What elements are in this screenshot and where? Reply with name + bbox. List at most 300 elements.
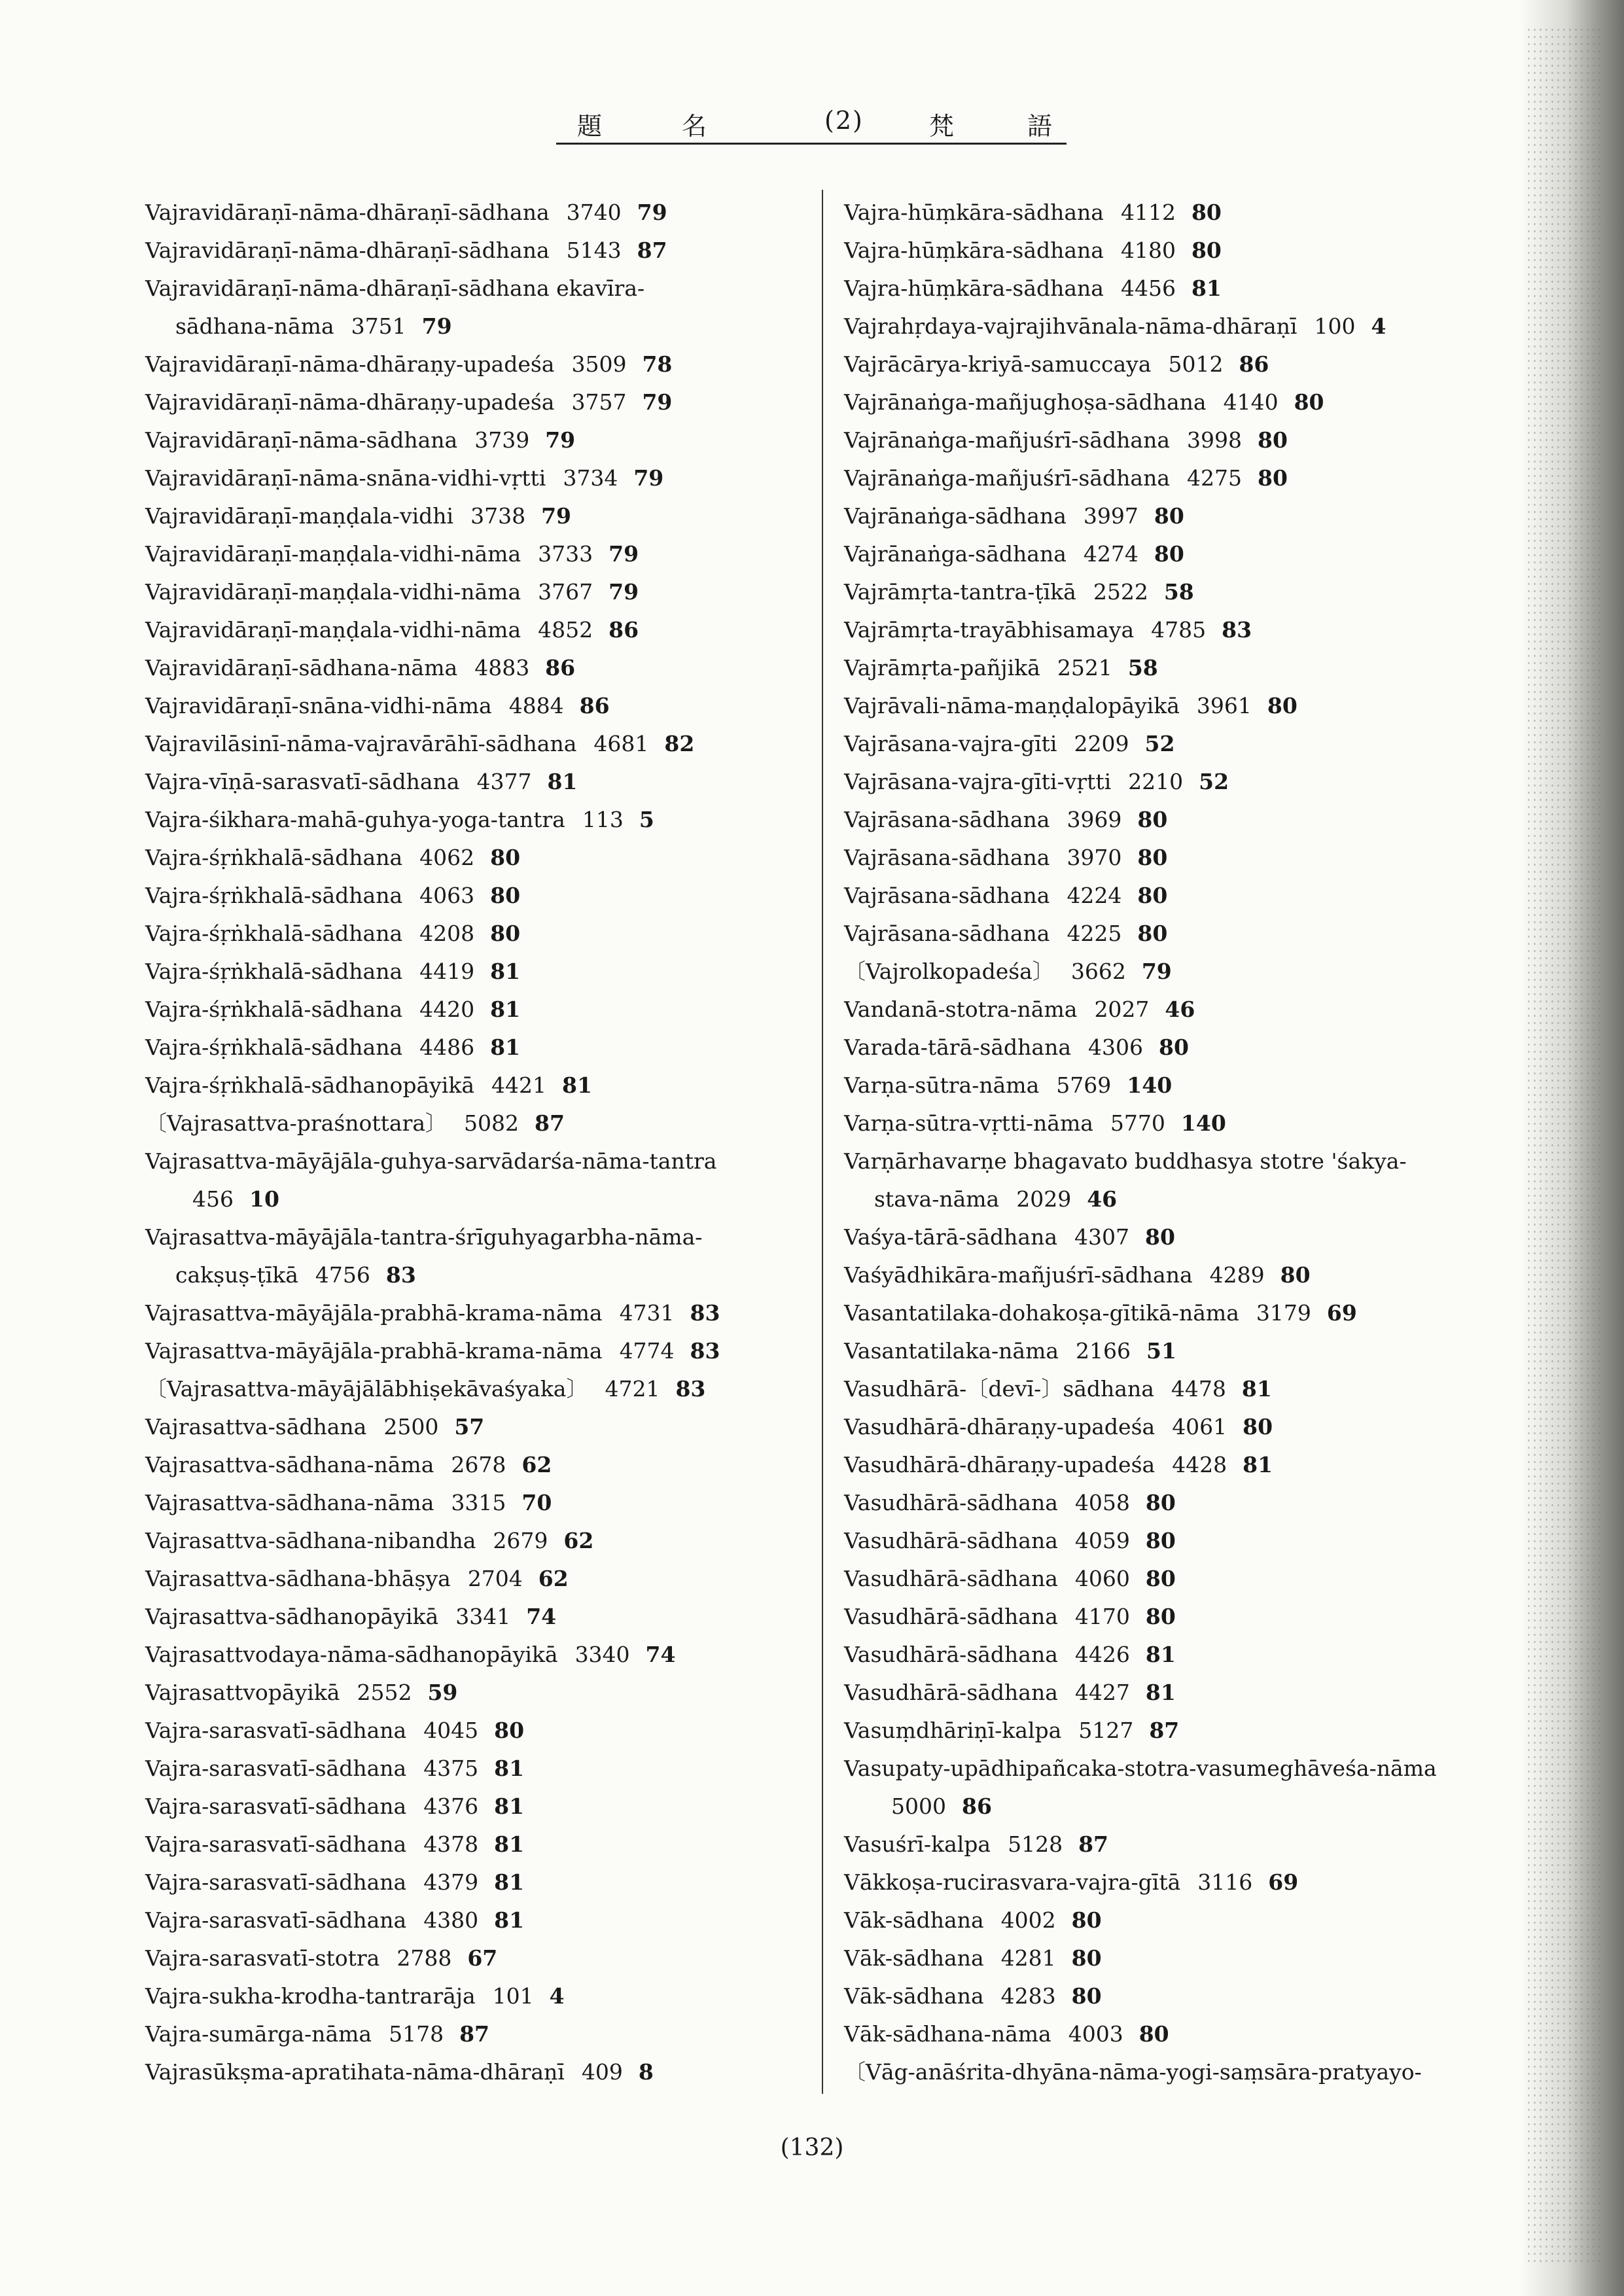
page-number: (132) [780, 2134, 844, 2161]
index-entry [844, 1712, 1492, 1750]
entry-title: Vajra-sarasvatī-sādhana [145, 1793, 407, 1819]
entry-title: Vajra-sarasvatī-stotra [145, 1945, 380, 1971]
running-header [556, 105, 1067, 145]
entry-title: Vajravidāraṇī-maṇḍala-vidhi [145, 503, 454, 529]
entry-title-continued: sādhana-nāma [175, 313, 334, 339]
entry-title: Vasudhārā-sādhana [844, 1490, 1058, 1515]
entry-volume-number: 80 [1154, 541, 1184, 567]
index-entry [844, 194, 1492, 232]
entry-title: Vajra-śṛṅkhalā-sādhana [145, 959, 403, 984]
index-entry [844, 308, 1492, 345]
entry-continuation [844, 1788, 1492, 1826]
entry-catalog-number: 2166 [1076, 1338, 1131, 1364]
entry-volume-number: 80 [1137, 845, 1168, 870]
entry-catalog-number: 3970 [1067, 845, 1122, 870]
entry-title: Vajravidāraṇī-maṇḍala-vidhi-nāma [145, 617, 521, 643]
entry-title: Vajravidāraṇī-nāma-dhāraṇy-upadeśa [145, 351, 555, 377]
entry-title: Vajrasattvopāyikā [145, 1680, 340, 1705]
index-entry [844, 1142, 1492, 1218]
index-entry [844, 1901, 1492, 1939]
entry-continuation [844, 1180, 1492, 1218]
index-entry [145, 1560, 806, 1598]
entry-volume-number: 80 [1294, 389, 1324, 415]
entry-catalog-number: 4421 [491, 1072, 547, 1098]
entry-catalog-number: 4170 [1074, 1604, 1130, 1629]
entry-catalog-number: 5143 [566, 238, 622, 263]
entry-title: Vāk-sādhana [844, 1945, 984, 1971]
entry-title: Vajrasattva-sādhana-bhāṣya [145, 1566, 451, 1591]
entry-title: Vandanā-stotra-nāma [844, 997, 1078, 1022]
entry-title-continued: stava-nāma [874, 1186, 1000, 1212]
index-entry [844, 1256, 1492, 1294]
entry-title: Vajrāsana-sādhana [844, 883, 1050, 908]
entry-title: Vajravilāsinī-nāma-vajravārāhī-sādhana [145, 731, 577, 756]
entry-volume-number: 46 [1087, 1186, 1118, 1212]
entry-volume-number: 79 [609, 579, 639, 605]
index-entry [844, 2053, 1492, 2091]
entry-catalog-number: 4376 [423, 1793, 479, 1819]
entry-volume-number: 86 [961, 1793, 992, 1819]
entry-volume-number: 79 [637, 200, 667, 225]
entry-catalog-number: 4428 [1172, 1452, 1227, 1477]
entry-volume-number: 81 [547, 769, 578, 794]
entry-title: Vajrāsana-sādhana [844, 807, 1050, 832]
entry-catalog-number: 4884 [508, 693, 564, 718]
entry-catalog-number: 4785 [1151, 617, 1207, 643]
index-entry [145, 1029, 806, 1067]
entry-title: Vajrācārya-kriyā-samuccaya [844, 351, 1152, 377]
entry-catalog-number: 5000 [891, 1793, 946, 1819]
entry-volume-number: 79 [633, 465, 664, 491]
entry-volume-number: 80 [1145, 1566, 1176, 1591]
entry-title: Vajrāmṛta-tantra-ṭīkā [844, 579, 1076, 605]
entry-catalog-number: 3340 [574, 1642, 630, 1667]
entry-volume-number: 80 [1191, 238, 1222, 263]
entry-volume-number: 81 [1243, 1452, 1273, 1477]
entry-title: Vajrāsana-vajra-gīti [844, 731, 1057, 756]
index-entry [145, 1104, 806, 1142]
index-entry [844, 1636, 1492, 1674]
index-entry [145, 1939, 806, 1977]
entry-title: Vajrāsana-sādhana [844, 845, 1050, 870]
entry-catalog-number: 4208 [419, 921, 475, 946]
entry-title: Vajrānaṅga-mañjuśrī-sādhana [844, 465, 1170, 491]
entry-catalog-number: 4456 [1120, 275, 1176, 301]
entry-title: Vajrasattva-māyājāla-prabhā-krama-nāma [145, 1300, 603, 1326]
index-entry [844, 1067, 1492, 1104]
entry-volume-number: 140 [1127, 1072, 1173, 1098]
entry-catalog-number: 3179 [1256, 1300, 1311, 1326]
entry-volume-number: 81 [1145, 1680, 1176, 1705]
entry-catalog-number: 4224 [1067, 883, 1122, 908]
entry-catalog-number: 4063 [419, 883, 475, 908]
entry-volume-number: 80 [1139, 2021, 1169, 2047]
entry-volume-number: 80 [1257, 465, 1288, 491]
entry-catalog-number: 456 [192, 1186, 234, 1212]
index-entry [844, 383, 1492, 421]
entry-catalog-number: 3738 [470, 503, 526, 529]
index-entry [844, 839, 1492, 877]
index-entry [145, 1484, 806, 1522]
index-entry [844, 687, 1492, 725]
entry-title: Vajra-hūṃkāra-sādhana [844, 238, 1104, 263]
index-entry [145, 421, 806, 459]
index-entry [844, 1446, 1492, 1484]
entry-title: Vasantatilaka-nāma [844, 1338, 1059, 1364]
entry-volume-number: 79 [541, 503, 572, 529]
entry-volume-number: 80 [1137, 807, 1168, 832]
entry-title: Vāk-sādhana-nāma [844, 2021, 1051, 2047]
entry-volume-number: 70 [521, 1490, 552, 1515]
entry-volume-number: 80 [1191, 200, 1222, 225]
entry-volume-number: 80 [1257, 427, 1288, 453]
entry-title: Vajra-vīṇā-sarasvatī-sādhana [145, 769, 460, 794]
entry-title: Vasudhārā-sādhana [844, 1604, 1058, 1629]
entry-title: Vasuṃdhāriṇī-kalpa [844, 1718, 1062, 1743]
entry-title: Vasudhārā-sādhana [844, 1566, 1058, 1591]
entry-catalog-number: 3998 [1187, 427, 1242, 453]
entry-volume-number: 62 [538, 1566, 569, 1591]
index-entry [844, 1826, 1492, 1863]
entry-title: Vajravidāraṇī-sādhana-nāma [145, 655, 458, 680]
entry-volume-number: 83 [675, 1376, 706, 1402]
entry-volume-number: 5 [639, 807, 654, 832]
entry-volume-number: 80 [1145, 1528, 1176, 1553]
entry-volume-number: 58 [1127, 655, 1158, 680]
entry-catalog-number: 4883 [474, 655, 530, 680]
index-entry [844, 1750, 1492, 1826]
index-entry [844, 345, 1492, 383]
entry-continuation [145, 1180, 806, 1218]
index-entry [145, 991, 806, 1029]
entry-title: Vasudhārā-〔devī-〕sādhana [844, 1376, 1154, 1402]
entry-title: 〔Vajrasattva-māyājālābhiṣekāvaśyaka〕 [145, 1376, 588, 1402]
entry-title: Varṇa-sūtra-vṛtti-nāma [844, 1110, 1093, 1136]
entry-title: Vajravidāraṇī-maṇḍala-vidhi-nāma [145, 579, 521, 605]
entry-catalog-number: 3116 [1197, 1869, 1253, 1895]
index-entry [844, 1522, 1492, 1560]
entry-title: Varada-tārā-sādhana [844, 1034, 1071, 1060]
index-entry [145, 1788, 806, 1826]
entry-catalog-number: 3733 [538, 541, 593, 567]
entry-volume-number: 79 [1141, 959, 1172, 984]
entry-catalog-number: 2500 [383, 1414, 439, 1439]
entry-catalog-number: 2029 [1016, 1186, 1072, 1212]
index-entry [844, 2015, 1492, 2053]
entry-volume-number: 80 [1267, 693, 1297, 718]
index-entry [145, 270, 806, 345]
entry-title: Vajravidāraṇī-nāma-dhāraṇī-sādhana [145, 238, 550, 263]
entry-title: Varṇa-sūtra-nāma [844, 1072, 1040, 1098]
entry-catalog-number: 5082 [464, 1110, 520, 1136]
index-entry [844, 649, 1492, 687]
entry-catalog-number: 4140 [1223, 389, 1279, 415]
entry-catalog-number: 3740 [566, 200, 622, 225]
index-entry [145, 1294, 806, 1332]
index-entry [844, 1294, 1492, 1332]
entry-volume-number: 86 [1239, 351, 1269, 377]
entry-volume-number: 81 [494, 1869, 525, 1895]
entry-title: Vajra-hūṃkāra-sādhana [844, 275, 1104, 301]
entry-title: Vajra-śṛṅkhalā-sādhanopāyikā [145, 1072, 475, 1098]
entry-volume-number: 86 [545, 655, 576, 680]
entry-catalog-number: 4419 [419, 959, 475, 984]
entry-volume-number: 69 [1268, 1869, 1299, 1895]
entry-volume-number: 80 [1154, 503, 1184, 529]
entry-title: Vajrasattva-māyājāla-tantra-śrīguhyagarbha-nāma- [145, 1224, 703, 1250]
entry-catalog-number: 2210 [1128, 769, 1184, 794]
entry-catalog-number: 3662 [1070, 959, 1126, 984]
header-label-1: 題 [577, 112, 604, 141]
index-entry [145, 1901, 806, 1939]
index-entry [844, 1674, 1492, 1712]
entry-title: Vasupaty-upādhipañcaka-stotra-vasumeghāveśa-nāma [844, 1756, 1437, 1781]
entry-volume-number: 10 [249, 1186, 279, 1212]
entry-volume-number: 83 [690, 1300, 720, 1326]
index-entry [145, 194, 806, 232]
entry-title: Vasudhārā-dhāraṇy-upadeśa [844, 1452, 1156, 1477]
index-entry [145, 611, 806, 649]
entry-title: Vajra-śikhara-mahā-guhya-yoga-tantra [145, 807, 565, 832]
index-entry [844, 611, 1492, 649]
entry-title: Vajrāsana-vajra-gīti-vṛtti [844, 769, 1112, 794]
entry-title: Vajra-śṛṅkhalā-sādhana [145, 997, 403, 1022]
entry-catalog-number: 3509 [571, 351, 627, 377]
entry-volume-number: 8 [638, 2059, 654, 2085]
entry-volume-number: 81 [1145, 1642, 1176, 1667]
entry-catalog-number: 3739 [474, 427, 530, 453]
entry-volume-number: 81 [490, 959, 521, 984]
index-entry [145, 725, 806, 763]
entry-title: Vajrasattva-māyājāla-guhya-sarvādarśa-nāma-tantra [145, 1148, 717, 1174]
index-entry [844, 801, 1492, 839]
entry-catalog-number: 2521 [1057, 655, 1112, 680]
entry-volume-number: 46 [1165, 997, 1195, 1022]
entry-title: Vajrahṛdaya-vajrajihvānala-nāma-dhāraṇī [844, 313, 1297, 339]
entry-volume-number: 80 [1243, 1414, 1273, 1439]
entry-catalog-number: 4378 [423, 1831, 479, 1857]
entry-catalog-number: 4061 [1172, 1414, 1227, 1439]
entry-catalog-number: 4852 [538, 617, 593, 643]
entry-title: Vajravidāraṇī-nāma-snāna-vidhi-vṛtti [145, 465, 546, 491]
entry-title: Vajra-sarasvatī-sādhana [145, 1756, 407, 1781]
index-entry [145, 953, 806, 991]
index-entry [844, 459, 1492, 497]
entry-title: Vajra-śṛṅkhalā-sādhana [145, 883, 403, 908]
index-entry [145, 763, 806, 801]
index-entry [145, 1332, 806, 1370]
entry-catalog-number: 4307 [1074, 1224, 1129, 1250]
header-label-3: 梵 [929, 112, 956, 141]
entry-volume-number: 79 [642, 389, 673, 415]
entry-volume-number: 4 [1371, 313, 1386, 339]
entry-title: Vajrāsana-sādhana [844, 921, 1050, 946]
entry-title: Vajrasattva-sādhana [145, 1414, 367, 1439]
entry-volume-number: 69 [1326, 1300, 1357, 1326]
entry-volume-number: 80 [490, 921, 521, 946]
entry-title: Vāk-sādhana [844, 1907, 984, 1933]
entry-catalog-number: 4377 [476, 769, 532, 794]
entry-title: Vasantatilaka-dohakoṣa-gītikā-nāma [844, 1300, 1239, 1326]
entry-volume-number: 58 [1163, 579, 1194, 605]
entry-catalog-number: 4427 [1074, 1680, 1130, 1705]
index-entry [145, 2053, 806, 2091]
right-column [844, 194, 1492, 2091]
index-entry [844, 535, 1492, 573]
entry-volume-number: 4 [549, 1983, 565, 2009]
entry-volume-number: 80 [1145, 1604, 1176, 1629]
entry-catalog-number: 4060 [1074, 1566, 1130, 1591]
entry-volume-number: 52 [1199, 769, 1229, 794]
entry-catalog-number: 4002 [1000, 1907, 1056, 1933]
entry-catalog-number: 4379 [423, 1869, 479, 1895]
entry-volume-number: 79 [609, 541, 639, 567]
index-entry [145, 1142, 806, 1218]
entry-volume-number: 57 [454, 1414, 485, 1439]
entry-volume-number: 80 [1137, 883, 1168, 908]
entry-catalog-number: 4281 [1000, 1945, 1056, 1971]
entry-volume-number: 80 [490, 883, 521, 908]
entry-title: Vajrāvali-nāma-maṇḍalopāyikā [844, 693, 1180, 718]
header-section: (2) [824, 106, 864, 135]
entry-catalog-number: 4112 [1120, 200, 1176, 225]
entry-title: Vajra-sarasvatī-sādhana [145, 1907, 407, 1933]
index-entry [145, 1750, 806, 1788]
index-entry [145, 649, 806, 687]
index-entry [844, 1218, 1492, 1256]
entry-title: Vākkoṣa-rucirasvara-vajra-gītā [844, 1869, 1181, 1895]
index-entry [844, 270, 1492, 308]
entry-volume-number: 80 [1158, 1034, 1189, 1060]
entry-title: Vajrasattva-sādhanopāyikā [145, 1604, 439, 1629]
entry-volume-number: 62 [521, 1452, 552, 1477]
entry-title: Varṇārhavarṇe bhagavato buddhasya stotre 'śakya- [844, 1148, 1407, 1174]
entry-title: 〔Vajrasattva-praśnottara〕 [145, 1110, 448, 1136]
entry-title: Vajrāmṛta-pañjikā [844, 655, 1040, 680]
entry-catalog-number: 4420 [419, 997, 475, 1022]
entry-volume-number: 87 [1149, 1718, 1180, 1743]
entry-title: Vasuśrī-kalpa [844, 1831, 991, 1857]
entry-catalog-number: 5012 [1168, 351, 1224, 377]
entry-volume-number: 81 [494, 1907, 525, 1933]
entry-catalog-number: 5178 [389, 2021, 444, 2047]
entry-volume-number: 87 [459, 2021, 490, 2047]
entry-title: Vajravidāraṇī-maṇḍala-vidhi-nāma [145, 541, 521, 567]
entry-title: Vajrasattva-sādhana-nāma [145, 1452, 434, 1477]
entry-title: Vasudhārā-sādhana [844, 1680, 1058, 1705]
entry-volume-number: 80 [1071, 1907, 1102, 1933]
entry-title: Vasudhārā-dhāraṇy-upadeśa [844, 1414, 1156, 1439]
entry-catalog-number: 2027 [1094, 997, 1150, 1022]
entry-title: Vajrasattva-māyājāla-prabhā-krama-nāma [145, 1338, 603, 1364]
index-entry [145, 383, 806, 421]
entry-continuation [145, 308, 806, 345]
entry-volume-number: 81 [494, 1831, 525, 1857]
entry-title: Vajrasattva-sādhana-nāma [145, 1490, 434, 1515]
entry-catalog-number: 2522 [1093, 579, 1148, 605]
entry-volume-number: 86 [609, 617, 639, 643]
entry-volume-number: 51 [1146, 1338, 1176, 1364]
index-entry [145, 1218, 806, 1294]
entry-title: Vajra-sarasvatī-sādhana [145, 1869, 407, 1895]
entry-volume-number: 81 [1191, 275, 1222, 301]
entry-catalog-number: 4062 [419, 845, 475, 870]
entry-catalog-number: 3341 [455, 1604, 511, 1629]
entry-title: Vajra-sukha-krodha-tantrarāja [145, 1983, 476, 2009]
index-entry [844, 1104, 1492, 1142]
index-entry [145, 573, 806, 611]
entry-catalog-number: 4774 [619, 1338, 675, 1364]
index-entry [145, 1370, 806, 1408]
entry-volume-number: 78 [642, 351, 673, 377]
index-entry [145, 1598, 806, 1636]
entry-volume-number: 87 [1078, 1831, 1109, 1857]
entry-catalog-number: 4380 [423, 1907, 479, 1933]
entry-title: Vajrāmṛta-trayābhisamaya [844, 617, 1135, 643]
index-entry [145, 497, 806, 535]
entry-catalog-number: 4225 [1067, 921, 1122, 946]
index-entry [844, 1598, 1492, 1636]
entry-title: Vāk-sādhana [844, 1983, 984, 2009]
index-entry [844, 877, 1492, 915]
entry-catalog-number: 4058 [1074, 1490, 1130, 1515]
index-entry [145, 801, 806, 839]
entry-catalog-number: 4681 [593, 731, 649, 756]
index-entry [844, 1408, 1492, 1446]
entry-title: Vasudhārā-sādhana [844, 1642, 1058, 1667]
entry-catalog-number: 3734 [563, 465, 618, 491]
index-entry [145, 1863, 806, 1901]
entry-catalog-number: 2679 [493, 1528, 548, 1553]
entry-volume-number: 87 [637, 238, 667, 263]
entry-catalog-number: 2209 [1074, 731, 1129, 756]
entry-title: Vasudhārā-sādhana [844, 1528, 1058, 1553]
entry-title-continued: cakṣuṣ-ṭīkā [175, 1262, 298, 1288]
entry-catalog-number: 4478 [1171, 1376, 1226, 1402]
entry-title: Vajra-śṛṅkhalā-sādhana [145, 1034, 403, 1060]
entry-volume-number: 79 [545, 427, 576, 453]
entry-catalog-number: 2678 [451, 1452, 506, 1477]
entry-catalog-number: 4274 [1083, 541, 1139, 567]
index-entry [145, 2015, 806, 2053]
entry-volume-number: 74 [526, 1604, 557, 1629]
index-entry [145, 535, 806, 573]
left-column [145, 194, 806, 2091]
entry-catalog-number: 3997 [1083, 503, 1139, 529]
index-entry [145, 1408, 806, 1446]
entry-volume-number: 82 [664, 731, 695, 756]
entry-title: Vajra-sarasvatī-sādhana [145, 1718, 407, 1743]
entry-catalog-number: 100 [1314, 313, 1356, 339]
entry-catalog-number: 3767 [538, 579, 593, 605]
entry-volume-number: 81 [494, 1756, 525, 1781]
entry-title: Vajrānaṅga-sādhana [844, 503, 1067, 529]
entry-catalog-number: 2552 [357, 1680, 412, 1705]
entry-volume-number: 80 [1071, 1945, 1102, 1971]
entry-volume-number: 140 [1180, 1110, 1226, 1136]
entry-title: 〔Vāg-anāśrita-dhyāna-nāma-yogi-saṃsāra-pratyayo- [844, 2059, 1422, 2085]
entry-catalog-number: 4375 [423, 1756, 479, 1781]
entry-volume-number: 80 [494, 1718, 525, 1743]
entry-catalog-number: 3315 [451, 1490, 506, 1515]
entry-title: Vajravidāraṇī-nāma-sādhana [145, 427, 458, 453]
entry-title: Vajrasattva-sādhana-nibandha [145, 1528, 476, 1553]
entry-catalog-number: 2704 [467, 1566, 523, 1591]
index-entry [844, 1370, 1492, 1408]
entry-volume-number: 52 [1144, 731, 1175, 756]
entry-catalog-number: 4289 [1209, 1262, 1265, 1288]
entry-title: Vajrānaṅga-mañjuśrī-sādhana [844, 427, 1170, 453]
